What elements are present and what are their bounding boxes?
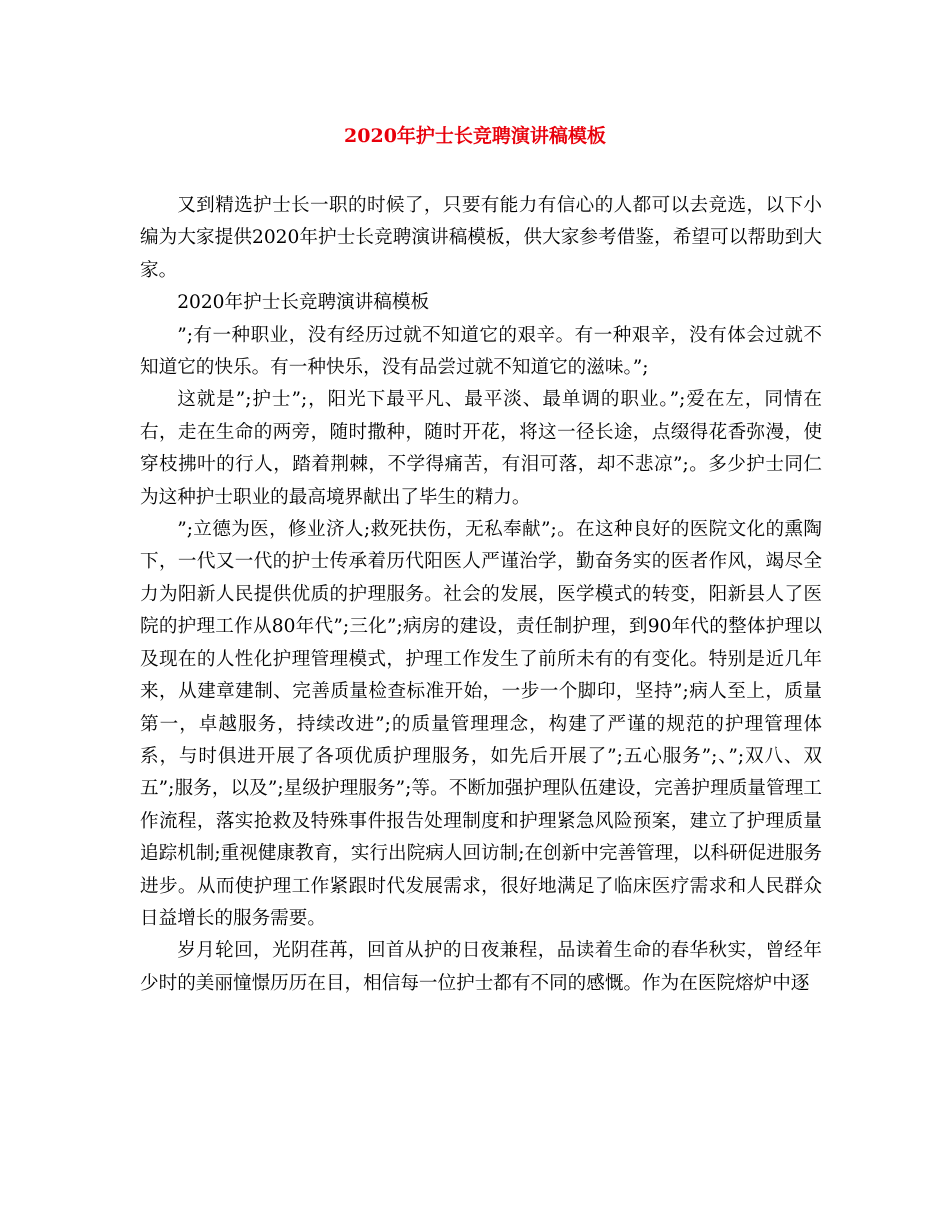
paragraph-nurse: 这就是”;护士”;，阳光下最平凡、最平淡、最单调的职业。”;爱在左，同情在右，走在生命的两旁，随时撒种，随时开花，将这一径长途，点缀得花香弥漫，使穿枝拂叶的行人，踏着荆棘，不学得痛苦，有泪可落，却不悲凉”;。多少护士同仁为这种护士职业的最高境界献出了毕生的精力。 (140, 389, 822, 508)
paragraph-subtitle: 2020年护士长竞聘演讲稿模板 (177, 292, 430, 314)
paragraph-intro: 又到精选护士长一职的时候了，只要有能力有信心的人都可以去竞选，以下小编为大家提供2020年护士长竞聘演讲稿模板，供大家参考借鉴，希望可以帮助到大家。 (140, 195, 822, 281)
paragraph-hospital-culture: ”;立德为医，修业济人;救死扶伤，无私奉献”;。在这种良好的医院文化的熏陶下，一代又一代的护士传承着历代阳医人严谨治学，勤奋务实的医者作风，竭尽全力为阳新人民提供优质的护理服务。社会的发展，医学模式的转变，阳新县人了医院的护理工作从80年代”;三化”;病房的建设，责任制护理，到90年代的整体护理以及现在的人性化护理管理模式，护理工作发生了前所未有的有变化。特别是近几年来，从建章建制、完善质量检查标准开始，一步一个脚印，坚持”;病人至上，质量第一，卓越服务，持续改进”;的质量管理理念，构建了严谨的规范的护理管理体系，与时俱进开展了各项优质护理服务，如先后开展了”;五心服务”;、”;双八、双五”;服务，以及”;星级护理服务”;等。不断加强护理队伍建设，完善护理质量管理工作流程，落实抢救及特殊事件报告处理制度和护理紧急风险预案，建立了护理质量追踪机制;重视健康教育，实行出院病人回访制;在创新中完善管理，以科研促进服务进步。从而使护理工作紧跟时代发展需求，很好地满足了临床医疗需求和人民群众日益增长的服务需要。 (140, 519, 822, 929)
paragraph-reflection: 岁月轮回，光阴荏苒，回首从护的日夜兼程，品读着生命的春华秋实，曾经年少时的美丽憧憬历历在目，相信每一位护士都有不同的感慨。作为在医院熔炉中逐 (140, 940, 822, 994)
document-title: 2020年护士长竞聘演讲稿模板 (344, 125, 606, 147)
paragraph-profession: ”;有一种职业，没有经历过就不知道它的艰辛。有一种艰辛，没有体会过就不知道它的快乐。有一种快乐，没有品尝过就不知道它的滋味。”; (140, 324, 822, 379)
document-body (140, 190, 822, 1000)
